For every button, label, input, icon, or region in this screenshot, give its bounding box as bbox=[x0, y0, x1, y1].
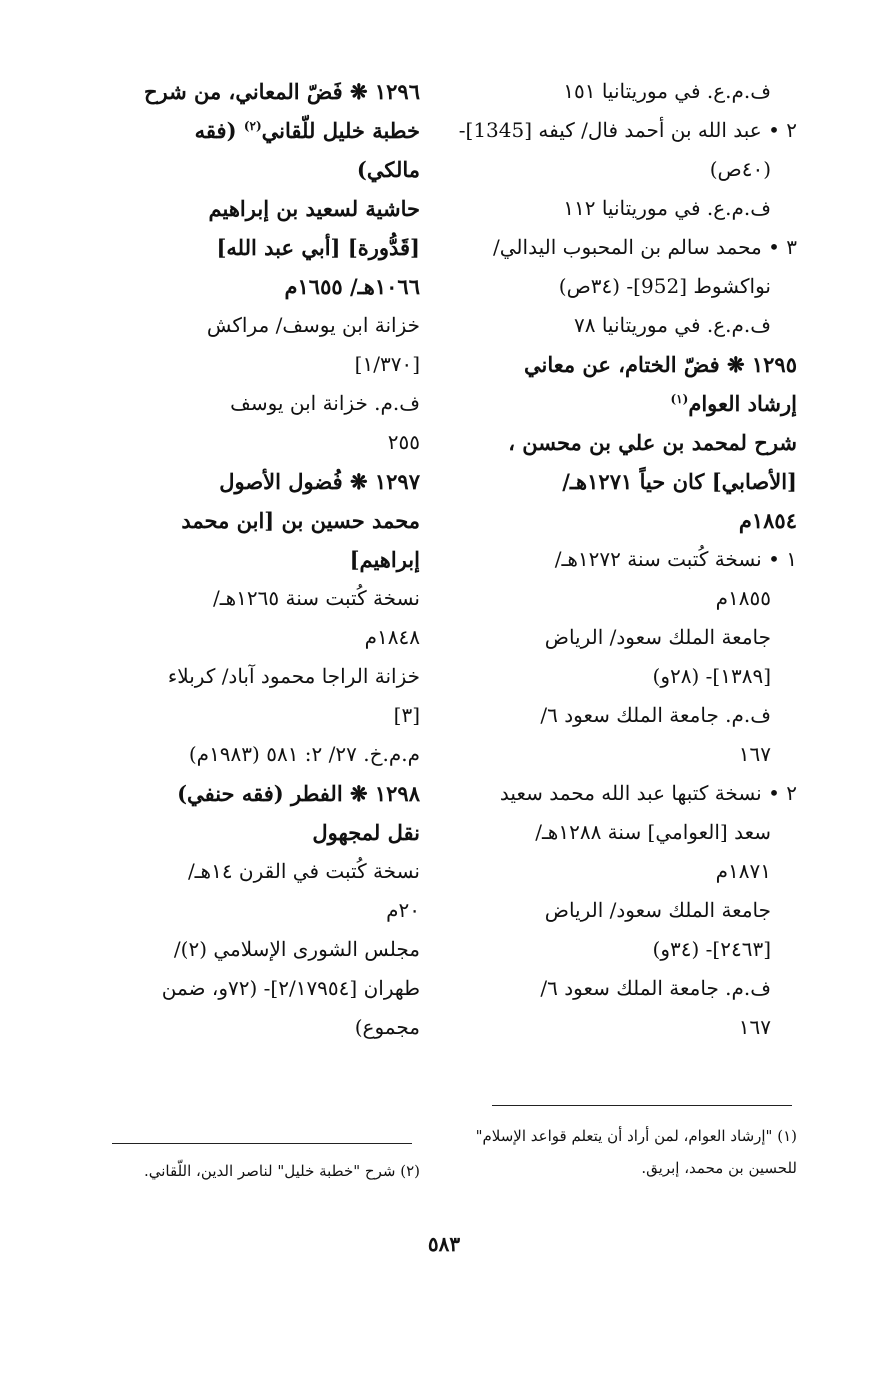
line-text: نسخة كُتبت سنة ١٢٦٥هـ/ bbox=[213, 586, 420, 610]
line-text: [١/٣٧٠] bbox=[354, 352, 420, 376]
line-text: ١٢٩٦ ❋ فَضّ المعاني، من شرح bbox=[143, 79, 420, 104]
line-text: نقل لمجهول bbox=[312, 820, 420, 845]
right-column bbox=[452, 72, 797, 1047]
footnote-left-line1: (٢) شرح "خطبة خليل" لناصر الدين، اللّقاني. bbox=[143, 1162, 420, 1180]
right-column-line bbox=[452, 969, 797, 1008]
right-column-line bbox=[452, 891, 797, 930]
line-text: خزانة ابن يوسف/ مراكش bbox=[206, 313, 420, 337]
left-column-line bbox=[80, 462, 420, 501]
left-column-line bbox=[80, 735, 420, 774]
right-column-line bbox=[452, 384, 797, 423]
page-number: ٥٨٣ bbox=[427, 1232, 461, 1256]
line-text: طهران [٢/١٧٩٥٤]- (٧٢و، ضمن bbox=[161, 976, 420, 1000]
line-text: ف.م.ع. في موريتانيا ١١٢ bbox=[563, 196, 771, 220]
line-text: [٢٤٦٣]- (٣٤و) bbox=[652, 937, 771, 961]
line-text: إبراهيم] bbox=[349, 547, 420, 572]
line-text: ١ • نسخة كُتبت سنة ١٢٧٢هـ/ bbox=[554, 547, 797, 571]
right-column-line bbox=[452, 930, 797, 969]
left-column-line bbox=[80, 306, 420, 345]
line-text: ٢ • عبد الله بن أحمد فال/ كيفه [1345]- bbox=[458, 118, 797, 142]
line-text: ١٦٧ bbox=[738, 742, 771, 766]
right-column-line bbox=[452, 1008, 797, 1047]
line-text: ١٨٧١م bbox=[715, 859, 771, 883]
line-text: نواكشوط [952]- (٣٤ص) bbox=[558, 274, 771, 298]
right-column-line bbox=[452, 696, 797, 735]
line-text: ١٨٤٨م bbox=[364, 625, 420, 649]
line-text: محمد حسين بن [ابن محمد bbox=[181, 508, 420, 533]
line-text: حاشية لسعيد بن إبراهيم bbox=[208, 196, 420, 221]
line-text: ف.م.ع. في موريتانيا ٧٨ bbox=[573, 313, 771, 337]
footnote-right-line1: (١) "إرشاد العوام، لمن أراد أن يتعلم قواعد الإسلام" bbox=[475, 1127, 797, 1145]
line-text: مجلس الشورى الإسلامي (٢)/ bbox=[173, 937, 420, 961]
line-text: [الأصابي] كان حياً ١٢٧١هـ/ bbox=[562, 469, 797, 494]
left-column-line bbox=[80, 852, 420, 891]
left-column-line bbox=[80, 423, 420, 462]
right-column-line bbox=[452, 501, 797, 540]
left-column-line bbox=[80, 813, 420, 852]
left-column-line bbox=[80, 267, 420, 306]
right-column-line bbox=[452, 618, 797, 657]
line-text: إرشاد العوام bbox=[688, 391, 797, 416]
line-text: خزانة الراجا محمود آباد/ كربلاء bbox=[167, 664, 420, 688]
left-column-line bbox=[80, 72, 420, 111]
right-column-line bbox=[452, 657, 797, 696]
line-text: ف.م. جامعة الملك سعود ٦/ bbox=[540, 703, 771, 727]
right-column-line bbox=[452, 852, 797, 891]
right-column-line bbox=[452, 423, 797, 462]
line-text: ١٨٥٥م bbox=[715, 586, 771, 610]
footnote-right bbox=[452, 1120, 797, 1184]
line-text: ١٨٥٤م bbox=[738, 508, 797, 533]
left-column-line bbox=[80, 345, 420, 384]
line-text: ف.م.ع. في موريتانيا ١٥١ bbox=[563, 79, 771, 103]
left-column-line bbox=[80, 696, 420, 735]
right-column-line bbox=[452, 72, 797, 111]
left-column-line bbox=[80, 1008, 420, 1047]
footnote-marker: (١) bbox=[670, 392, 689, 406]
right-column-line bbox=[452, 462, 797, 501]
footnote-rule-left bbox=[112, 1143, 412, 1144]
footnote-marker: (٢) bbox=[243, 119, 262, 133]
line-text: ١٦٧ bbox=[738, 1015, 771, 1039]
left-column-line bbox=[80, 111, 420, 150]
right-column-line bbox=[452, 189, 797, 228]
footnote-left bbox=[80, 1155, 420, 1187]
right-column-line bbox=[452, 150, 797, 189]
right-column-line bbox=[452, 813, 797, 852]
line-tail: (فقه bbox=[194, 118, 244, 143]
line-text: ٢٥٥ bbox=[387, 430, 420, 454]
line-text: ١٢٩٨ ❋ الفطر (فقه حنفي) bbox=[177, 781, 420, 806]
line-text: ف.م. جامعة الملك سعود ٦/ bbox=[540, 976, 771, 1000]
left-column-line bbox=[80, 384, 420, 423]
line-text: [١٣٨٩]- (٢٨و) bbox=[652, 664, 771, 688]
line-text: ف.م. خزانة ابن يوسف bbox=[230, 391, 420, 415]
line-text: مالكي) bbox=[356, 157, 420, 182]
right-column-line bbox=[452, 774, 797, 813]
left-column-line bbox=[80, 930, 420, 969]
right-column-line bbox=[452, 267, 797, 306]
right-column-line bbox=[452, 111, 797, 150]
line-text: شرح لمحمد بن علي بن محسن ، bbox=[508, 430, 797, 455]
line-text: ٢ • نسخة كتبها عبد الله محمد سعيد bbox=[499, 781, 797, 805]
line-text: سعد [العوامي] سنة ١٢٨٨هـ/ bbox=[535, 820, 771, 844]
line-text: مجموع) bbox=[354, 1015, 420, 1039]
footnote-right-line2: للحسين بن محمد، إبريق. bbox=[641, 1159, 797, 1177]
footnote-rule-right bbox=[492, 1105, 792, 1106]
line-text: جامعة الملك سعود/ الرياض bbox=[544, 898, 771, 922]
left-column-line bbox=[80, 579, 420, 618]
left-column-line bbox=[80, 774, 420, 813]
right-column-line bbox=[452, 540, 797, 579]
left-column-line bbox=[80, 150, 420, 189]
left-column-line bbox=[80, 969, 420, 1008]
left-column-line bbox=[80, 540, 420, 579]
line-text: ١٢٩٥ ❋ فضّ الختام، عن معاني bbox=[524, 352, 797, 377]
line-text: نسخة كُتبت في القرن ١٤هـ/ bbox=[187, 859, 420, 883]
right-column-line bbox=[452, 345, 797, 384]
line-text: ١٠٦٦هـ/ ١٦٥٥م bbox=[284, 274, 420, 299]
line-text: [٣] bbox=[393, 703, 420, 727]
right-column-line bbox=[452, 735, 797, 774]
right-column-line bbox=[452, 228, 797, 267]
right-column-line bbox=[452, 579, 797, 618]
line-text: ١٢٩٧ ❋ فُضول الأصول bbox=[219, 469, 420, 494]
left-column bbox=[80, 72, 420, 1047]
left-column-line bbox=[80, 891, 420, 930]
right-column-line bbox=[452, 306, 797, 345]
line-text: خطبة خليل للّقاني bbox=[261, 118, 420, 143]
line-text: (٤٠ص) bbox=[709, 157, 771, 181]
line-text: جامعة الملك سعود/ الرياض bbox=[544, 625, 771, 649]
left-column-line bbox=[80, 501, 420, 540]
left-column-line bbox=[80, 189, 420, 228]
left-column-line bbox=[80, 228, 420, 267]
line-text: ٢٠م bbox=[386, 898, 420, 922]
line-text: م.م.خ. ٢٧/ ٢: ٥٨١ (١٩٨٣م) bbox=[188, 742, 420, 766]
left-column-line bbox=[80, 657, 420, 696]
line-text: ٣ • محمد سالم بن المحبوب اليدالي/ bbox=[493, 235, 797, 259]
left-column-line bbox=[80, 618, 420, 657]
line-text: [قَدُّورة] [أبي عبد الله] bbox=[216, 235, 420, 260]
